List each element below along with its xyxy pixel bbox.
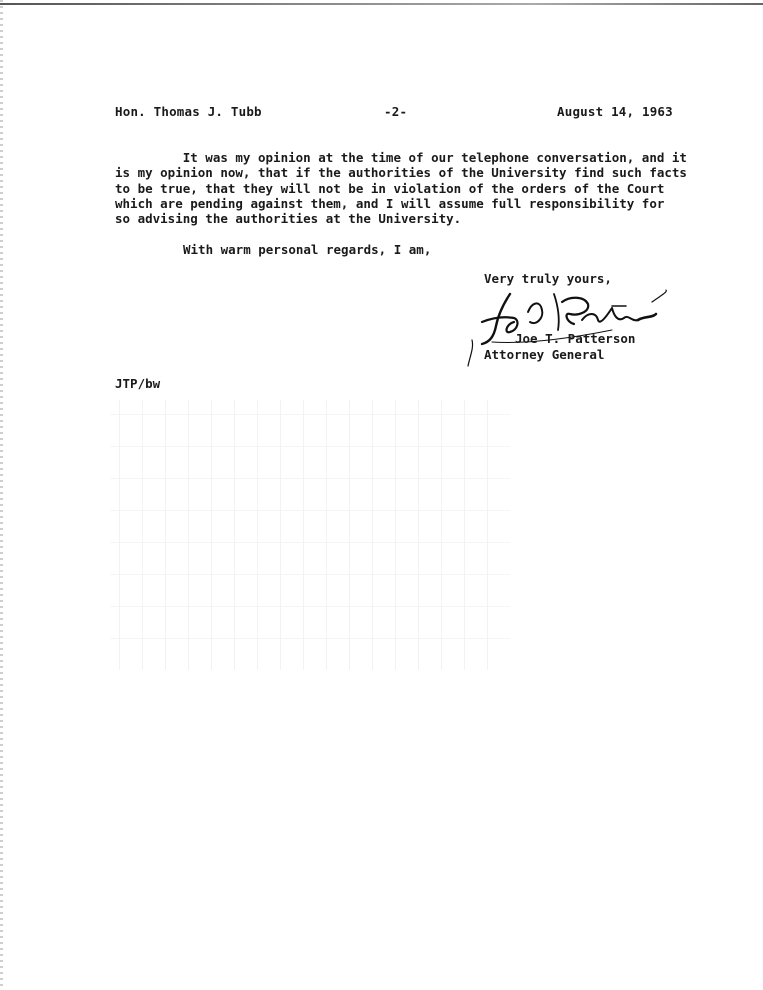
valediction: Very truly yours, — [484, 271, 612, 286]
scan-edge-artifact — [0, 0, 3, 990]
body-line: is my opinion now, that if the authorities of the University find such facts — [115, 165, 687, 181]
bleed-through-artifact — [110, 400, 510, 670]
page-number: -2- — [384, 104, 408, 119]
body-line: so advising the authorities at the University. — [115, 211, 462, 227]
signer-title: Attorney General — [484, 347, 605, 362]
reference-initials: JTP/bw — [115, 376, 161, 391]
closing-greeting: With warm personal regards, I am, — [183, 242, 432, 257]
top-scan-rule — [0, 3, 763, 5]
signer-name: Joe T. Patterson — [515, 331, 636, 346]
recipient-header: Hon. Thomas J. Tubb — [115, 104, 262, 119]
body-line: to be true, that they will not be in violation of the orders of the Court — [115, 180, 665, 196]
letter-date: August 14, 1963 — [557, 104, 673, 119]
letter-body — [115, 150, 695, 226]
body-line: It was my opinion at the time of our telephone conversation, and it — [115, 150, 687, 165]
body-line: which are pending against them, and I will assume full responsibility for — [115, 195, 665, 211]
